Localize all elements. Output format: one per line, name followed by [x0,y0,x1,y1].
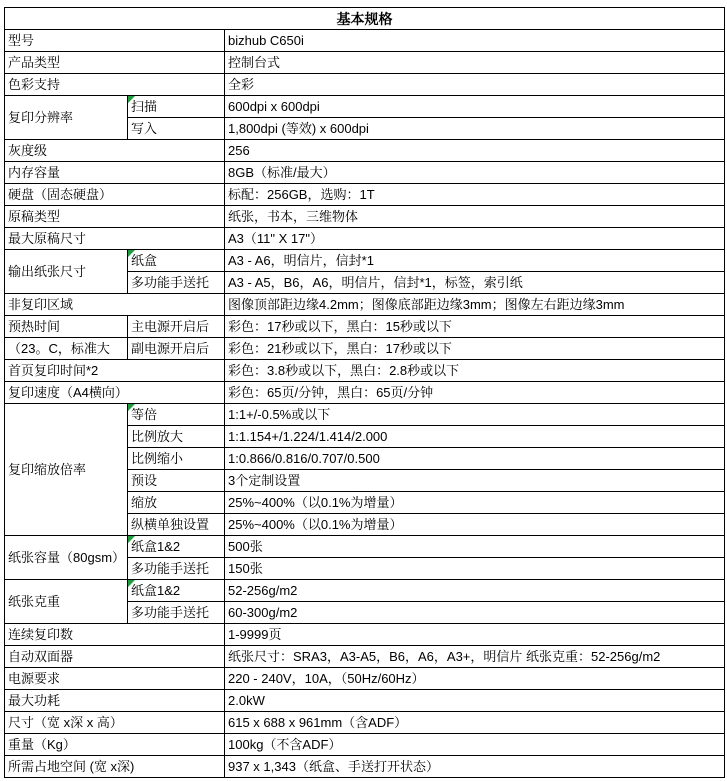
row-label: 复印速度（A4横向） [5,382,225,404]
row-value: 8GB（标准/最大） [225,162,725,184]
row-footprint [5,756,725,778]
row-label: 纸张克重 [5,580,128,624]
row-value: 纸张尺寸：SRA3，A3-A5，B6，A6，A3+，明信片 纸张克重：52-256g/m2 [225,646,725,668]
row-product-type [5,52,725,74]
row-label: 电源要求 [5,668,225,690]
row-value: 全彩 [225,74,725,96]
row-value: 52-256g/m2 [225,580,725,602]
row-label: 内存容量 [5,162,225,184]
row-first-copy [5,360,725,382]
row-value: 彩色：17秒或以下，黑白：15秒或以下 [225,316,725,338]
row-value: 1-9999页 [225,624,725,646]
row-label: 原稿类型 [5,206,225,228]
row-max-original [5,228,725,250]
row-value: 1,800dpi (等效) x 600dpi [225,118,725,140]
row-label: 非复印区域 [5,294,225,316]
row-label: 复印分辨率 [5,96,128,140]
row-value: 25%~400%（以0.1%为增量） [225,514,725,536]
row-value: 615 x 688 x 961mm（含ADF） [225,712,725,734]
row-color-support [5,74,725,96]
row-value: 纸张，书本，三维物体 [225,206,725,228]
sub-label: 纵横单独设置 [128,514,225,536]
sub-label: 副电源开启后 [128,338,225,360]
row-value: A3 - A6，明信片，信封*1 [225,250,725,272]
row-memory [5,162,725,184]
row-non-print-area [5,294,725,316]
row-value: 500张 [225,536,725,558]
row-warmup-sub [5,338,725,360]
row-hard-disk [5,184,725,206]
row-value: 控制台式 [225,52,725,74]
sub-label: 写入 [128,118,225,140]
row-label: 最大原稿尺寸 [5,228,225,250]
row-value: 标配：256GB，选购：1T [225,184,725,206]
row-label: 复印缩放倍率 [5,404,128,536]
title-row [5,8,725,30]
row-value: 150张 [225,558,725,580]
row-continuous-copy [5,624,725,646]
row-max-power [5,690,725,712]
row-label: 所需占地空间 (宽 x深) [5,756,225,778]
row-label: 型号 [5,30,225,52]
row-warmup-main [5,316,725,338]
row-grayscale [5,140,725,162]
row-copy-resolution-scan [5,96,725,118]
row-model [5,30,725,52]
row-value: A3 - A5，B6，A6，明信片，信封*1，标签，索引纸 [225,272,725,294]
row-label: 首页复印时间*2 [5,360,225,382]
row-value: 1:1.154+/1.224/1.414/2.000 [225,426,725,448]
row-label: 连续复印数 [5,624,225,646]
spec-table [4,7,725,778]
row-value: 1:0.866/0.816/0.707/0.500 [225,448,725,470]
row-paper-capacity-tray [5,536,725,558]
row-power-req [5,668,725,690]
row-copy-speed [5,382,725,404]
sub-label: 纸盒 [128,250,225,272]
row-value: 60-300g/m2 [225,602,725,624]
row-label: 色彩支持 [5,74,225,96]
row-value: A3（11" X 17"） [225,228,725,250]
sub-label: 扫描 [128,96,225,118]
sub-label: 多功能手送托 [128,272,225,294]
row-zoom-1 [5,404,725,426]
row-label: 纸张容量（80gsm） [5,536,128,580]
sub-label: 比例放大 [128,426,225,448]
row-label: 产品类型 [5,52,225,74]
row-value: bizhub C650i [225,30,725,52]
sub-label: 纸盒1&2 [128,536,225,558]
row-duplex [5,646,725,668]
row-dimensions [5,712,725,734]
row-value: 彩色：65页/分钟，黑白：65页/分钟 [225,382,725,404]
row-value: 图像顶部距边缘4.2mm；图像底部距边缘3mm；图像左右距边缘3mm [225,294,725,316]
row-value: 25%~400%（以0.1%为增量） [225,492,725,514]
row-label: 自动双面器 [5,646,225,668]
row-value: 彩色：21秒或以下，黑白：17秒或以下 [225,338,725,360]
row-value: 937 x 1,343（纸盒、手送打开状态） [225,756,725,778]
row-value: 220 - 240V，10A，（50Hz/60Hz） [225,668,725,690]
row-paper-weight-tray [5,580,725,602]
row-label: 重量（Kg） [5,734,225,756]
row-value: 256 [225,140,725,162]
row-value: 100kg（不含ADF） [225,734,725,756]
row-value: 1:1+/-0.5%或以下 [225,404,725,426]
row-value: 彩色：3.8秒或以下，黑白：2.8秒或以下 [225,360,725,382]
sub-label: 缩放 [128,492,225,514]
sub-label: 预设 [128,470,225,492]
row-label: 输出纸张尺寸 [5,250,128,294]
table-title: 基本规格 [5,8,725,30]
sub-label: 等倍 [128,404,225,426]
row-output-paper-tray [5,250,725,272]
row-label-continued: （23。C，标准大 [5,338,128,360]
sub-label: 主电源开启后 [128,316,225,338]
row-label: 灰度级 [5,140,225,162]
sub-label: 纸盒1&2 [128,580,225,602]
row-value: 2.0kW [225,690,725,712]
sub-label: 比例缩小 [128,448,225,470]
row-weight [5,734,725,756]
row-label: 尺寸（宽 x深 x 高） [5,712,225,734]
sub-label: 多功能手送托 [128,602,225,624]
sub-label: 多功能手送托 [128,558,225,580]
row-label: 最大功耗 [5,690,225,712]
row-value: 3个定制设置 [225,470,725,492]
row-value: 600dpi x 600dpi [225,96,725,118]
row-label: 硬盘（固态硬盘） [5,184,225,206]
row-label: 预热时间 [5,316,128,338]
row-original-type [5,206,725,228]
